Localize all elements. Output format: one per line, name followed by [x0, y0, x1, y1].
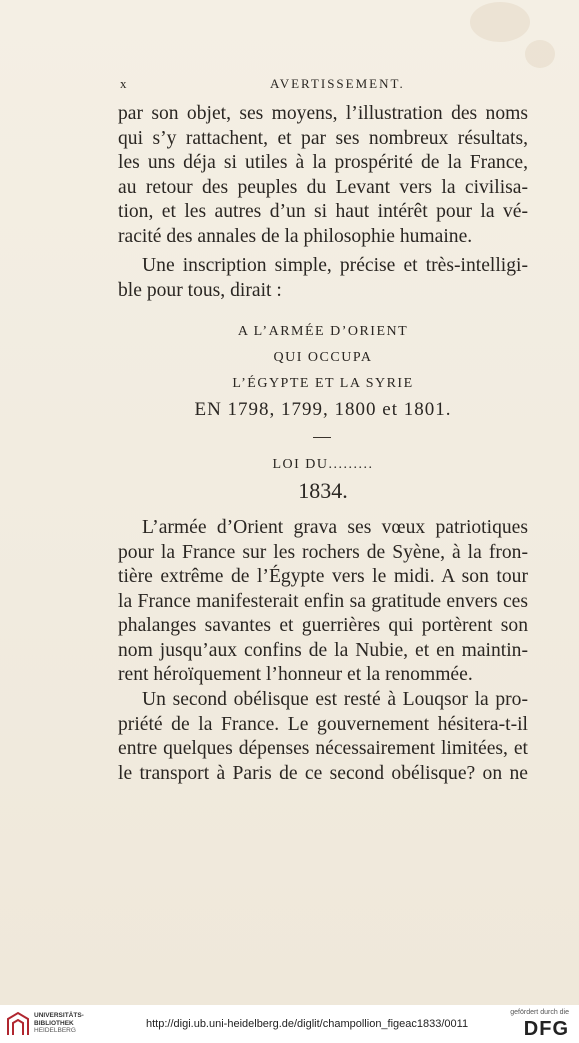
text-line: pour la France sur les rochers de Syène, à la fron-	[118, 541, 528, 563]
text-line: la France manifesterait enfin sa gratitude envers ces	[118, 590, 528, 612]
text-line: par son objet, ses moyens, l’illustration des noms	[118, 103, 528, 124]
paper-stain	[470, 2, 530, 42]
text-line: au retour des peuples du Levant vers la civilisa-	[118, 176, 528, 198]
paper-stain	[525, 40, 555, 68]
permalink-url[interactable]: http://digi.ub.uni-heidelberg.de/diglit/champollion_figeac1833/0011	[146, 1018, 469, 1030]
page-number: x	[120, 76, 129, 91]
text-line: le transport à Paris de ce second obélisque? on ne	[118, 762, 528, 784]
paragraph-4	[118, 688, 528, 786]
text-line: phalanges savantes et guerrières qui portèrent son	[118, 615, 528, 636]
university-library-logo-icon	[6, 1011, 30, 1037]
inscription-line: QUI OCCUPA	[273, 350, 373, 365]
text-line: tière extrême de l’Égypte vers le midi. A son tour	[118, 566, 528, 587]
inscription-line: EN 1798, 1799, 1800 et 1801.	[194, 399, 452, 420]
text-line: Un second obélisque est resté à Louqsor la pro-	[142, 689, 528, 710]
loi-line: LOI DU.........	[272, 457, 374, 472]
year: 1834.	[298, 478, 348, 503]
library-name	[34, 1012, 84, 1035]
text-line: entre quelques dépenses nécessairement limitées, et	[118, 738, 528, 759]
running-title: AVERTISSEMENT.	[270, 76, 405, 91]
text-line: nom jusqu’aux confins de la Nubie, et en maintin-	[118, 639, 528, 661]
library-name-line: HEIDELBERG	[34, 1027, 76, 1034]
text-line: L’armée d’Orient grava ses vœux patriotiques	[142, 517, 528, 538]
text-line: qui s’y rattachent, et par ses nombreux résultats,	[118, 127, 528, 149]
text-line: racité des annales de la philosophie humaine.	[118, 225, 473, 247]
inscription	[118, 319, 528, 423]
text-line: les uns déja si utiles à la prospérité de la France,	[118, 152, 528, 173]
dfg-logo: DFG	[523, 1018, 569, 1040]
section-divider	[313, 437, 331, 438]
text-line: rent héroïquement l’honneur et la renommée.	[118, 664, 473, 685]
running-head	[120, 76, 530, 98]
paragraph-3	[118, 516, 528, 688]
text-line: tion, et les autres d’un si haut intérêt pour la vé-	[118, 201, 528, 222]
text-line: ble pour tous, dirait :	[118, 279, 282, 301]
paragraph-1	[118, 102, 528, 249]
viewer-footer	[0, 1005, 579, 1043]
library-name-line: BIBLIOTHEK	[34, 1019, 74, 1027]
dfg-caption: gefördert durch die	[510, 1009, 569, 1016]
inscription-line: A L’ARMÉE D’ORIENT	[237, 324, 409, 339]
paragraph-2	[118, 254, 528, 303]
library-name-line: UNIVERSITÄTS-	[34, 1012, 84, 1019]
text-line: Une inscription simple, précise et très-intelligi-	[142, 255, 528, 276]
inscription-line: L’ÉGYPTE ET LA SYRIE	[232, 376, 414, 391]
text-line: priété de la France. Le gouvernement hésitera-t-il	[118, 713, 528, 735]
